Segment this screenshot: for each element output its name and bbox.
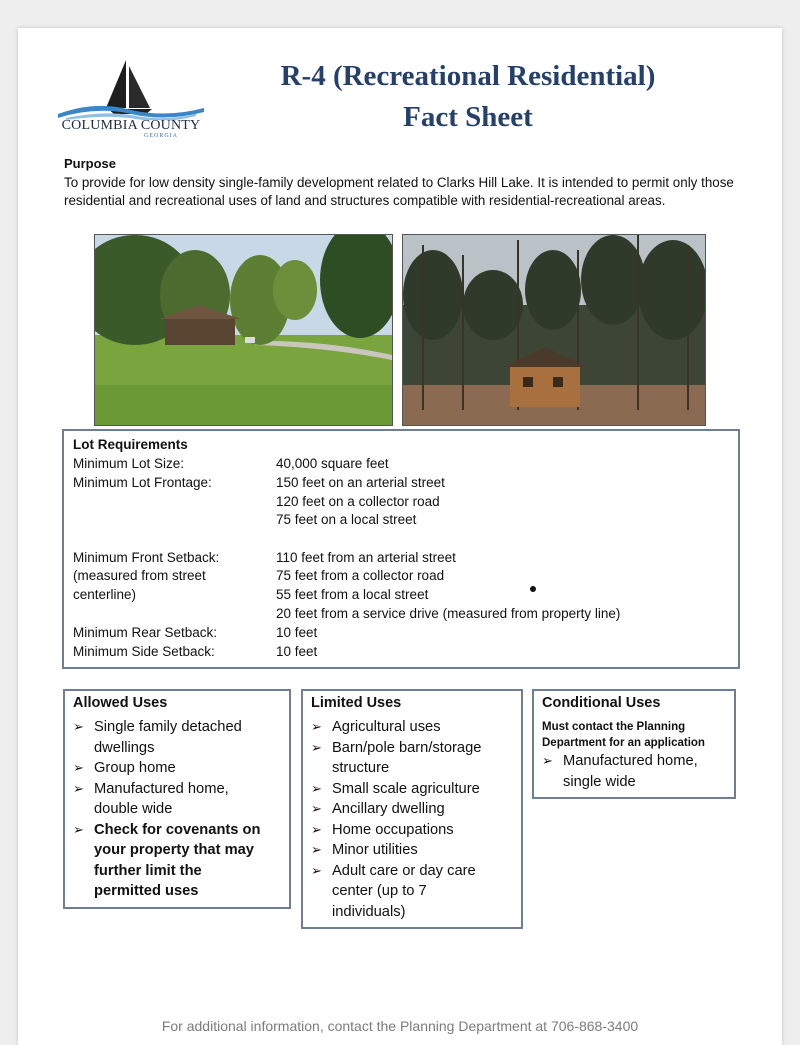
arrow-bullet-icon: ➢: [311, 842, 322, 857]
limited-uses-list: [311, 717, 481, 922]
purpose-text: To provide for low density single-family development related to Clarks Hill Lake. It is intended to permit only those residential and recreational uses of land and structures compatible with residential-recreational areas.: [64, 175, 734, 208]
min-frontage-local: 75 feet on a local street: [276, 512, 417, 527]
min-frontage-arterial: 150 feet on an arterial street: [276, 475, 445, 490]
side-setback-label: Minimum Side Setback:: [73, 644, 215, 659]
arrow-bullet-icon: ➢: [311, 719, 322, 734]
title-line-2: Fact Sheet: [403, 101, 533, 133]
rear-setback-value: 10 feet: [276, 625, 318, 640]
limited-uses-heading: Limited Uses: [311, 695, 402, 711]
allowed-uses-heading: Allowed Uses: [73, 695, 168, 711]
list-item: ➢ Barn/pole barn/storage structure: [311, 739, 482, 776]
front-setback-collector: 75 feet from a collector road: [276, 568, 445, 583]
min-frontage-collector: 120 feet on a collector road: [276, 494, 440, 509]
arrow-bullet-icon: ➢: [73, 760, 84, 775]
arrow-bullet-icon: ➢: [311, 801, 322, 816]
conditional-uses-list: [542, 751, 698, 792]
photo-cabin-in-woods: [402, 234, 706, 426]
arrow-bullet-icon: ➢: [73, 780, 84, 796]
front-setback-label-note-1: (measured from street: [73, 568, 206, 583]
footer-contact: For additional information, contact the Planning Department at 706-868-3400: [161, 1018, 639, 1034]
min-lot-size-label: Minimum Lot Size:: [73, 456, 185, 471]
photo-lakeside-house-lawn: [94, 234, 393, 426]
list-item: ➢ Adult care or day care center (up to 7 individuals): [311, 862, 476, 920]
front-setback-arterial: 110 feet from an arterial street: [276, 550, 456, 565]
limited-uses-box: [301, 689, 523, 929]
rear-setback-label: Minimum Rear Setback:: [73, 625, 218, 640]
front-setback-service-drive: 20 feet from a service drive (measured from property line): [276, 606, 621, 621]
title-line-1: R-4 (Recreational Residential): [280, 60, 656, 92]
arrow-bullet-icon: ➢: [311, 862, 322, 878]
arrow-bullet-icon: ➢: [73, 821, 84, 837]
front-setback-label: Minimum Front Setback:: [73, 550, 220, 565]
list-item: ➢ Small scale agriculture: [311, 779, 481, 800]
conditional-uses-heading: Conditional Uses: [542, 695, 661, 711]
page-title: [218, 56, 718, 138]
list-item: ➢ Manufactured home, double wide: [73, 780, 229, 817]
list-item: ➢ Minor utilities: [311, 840, 481, 861]
front-setback-label-note-2: centerline): [73, 587, 137, 602]
lot-requirements-box: [62, 429, 740, 669]
arrow-bullet-icon: ➢: [311, 780, 322, 796]
side-setback-value: 10 feet: [276, 644, 318, 659]
front-setback-local: 55 feet from a local street: [276, 587, 429, 602]
list-item: ➢ Ancillary dwelling: [311, 799, 481, 820]
purpose-heading: Purpose: [64, 156, 117, 171]
min-frontage-label: Minimum Lot Frontage:: [73, 475, 212, 490]
list-item: ➢ Home occupations: [311, 820, 481, 841]
allowed-uses-list: [73, 717, 261, 902]
logo-name: COLUMBIA COUNTY: [61, 118, 201, 133]
min-lot-size-value: 40,000 square feet: [276, 456, 389, 471]
list-item: ➢ Agricultural uses: [311, 717, 481, 738]
columbia-county-logo: [56, 58, 206, 140]
conditional-uses-note: Must contact the Planning Department for an application: [542, 721, 705, 749]
list-item: ➢ Single family detached dwellings: [73, 719, 242, 756]
arrow-bullet-icon: ➢: [311, 739, 322, 755]
list-item: ➢ Group home: [73, 758, 261, 779]
logo-subtitle: GEORGIA: [144, 133, 178, 139]
arrow-bullet-icon: ➢: [542, 753, 553, 768]
allowed-uses-box: [63, 689, 291, 909]
list-item-covenants-note: ➢ Check for covenants on your property that may further limit the permitted uses: [73, 821, 261, 899]
arrow-bullet-icon: ➢: [73, 719, 84, 734]
lot-requirements-heading: Lot Requirements: [73, 437, 188, 452]
fact-sheet-page: [18, 28, 782, 1045]
arrow-bullet-icon: ➢: [311, 821, 322, 837]
conditional-uses-box: [532, 689, 736, 799]
bullet-dot: [530, 586, 536, 592]
list-item: ➢ Manufactured home, single wide: [542, 753, 698, 790]
